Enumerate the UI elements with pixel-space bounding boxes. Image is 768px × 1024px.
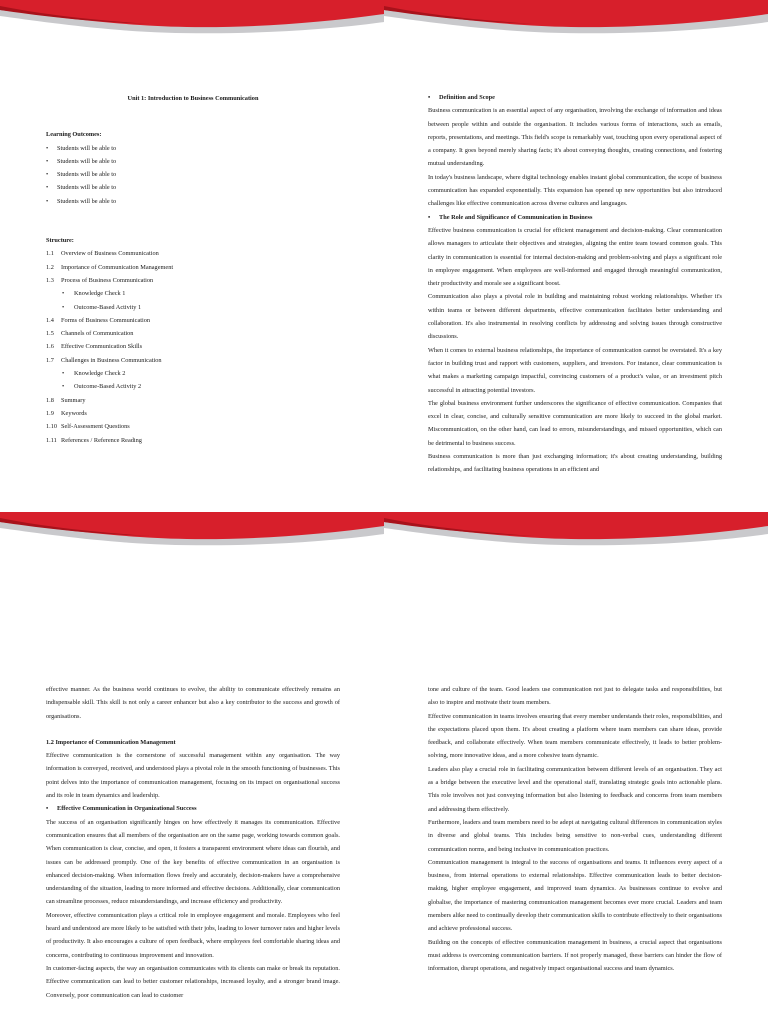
paragraph: Moreover, effective communication plays a critical role in employee engagement and morale. Employees who feel heard and understood are more likely to be satisfied with their jobs, leading to lower turnover rates and higher levels of productivity. It also encourages a culture of open feedback, where employees feel comfortable sharing ideas and concerns, contributing to continuous improvement and innovation. [46,911,340,959]
structure-item [46,340,340,353]
paragraph: The success of an organisation significantly hinges on how effectively it manages its communication. Effective communication ensures that all members of the organisation are on the same page, working towards common goals. When communication is clear, concise, and open, it fosters a transparent environment where ideas can flourish, and issues can be addressed promptly. One of the key benefits of effective communication in an organisation is enhanced decision-making. When information flows freely and accurately, decision-makers have a comprehensive understanding of the situation, leading to more informed and effective decisions. Additionally, clear communication can streamline processes, reduce misunderstandings, and increase efficiency and productivity. [46,818,340,906]
definition-heading: • Definition and Scope [428,91,722,104]
structure-number: 1.10 [46,423,58,431]
paragraph: When it comes to external business relationships, the importance of communication cannot be overstated. It's a key factor in building trust and rapport with customers, suppliers, and investors. For instance, clear communication is what makes a marketing campaign impactful, convincing customers of a product's value, or an investment pitch successful in attracting potential investors. [428,346,722,394]
structure-label: Keywords [61,409,87,417]
structure-number: 1.11 [46,436,57,444]
outcome-item: • Students will be able to [46,168,340,181]
red-ribbon-header [0,512,384,552]
structure-item [46,354,340,367]
structure-sub-item: • Knowledge Check 1 [46,287,340,300]
structure-sub-item: • Outcome-Based Activity 2 [46,380,340,393]
section-heading: 1.2 Importance of Communication Management [46,738,176,746]
page-1-content [46,92,340,532]
structure-number: 1.1 [46,250,54,258]
structure-number: 1.3 [46,276,54,284]
outcome-item: • Students will be able to [46,195,340,208]
paragraph: Effective communication is the cornerstone of successful management within any organisation. The way information is conveyed, received, and understood plays a pivotal role in the smooth functioning of businesses. This point delves into the importance of communication management, focusing on its impact on organisational success and its role in team dynamics and leadership. [46,752,340,800]
structure-item [46,314,340,327]
structure-label: References / Reference Reading [61,436,142,444]
paragraph: Business communication is more than just exchanging information; it's about creating understanding, building relationships, and facilitating business operations in an efficient and [428,453,722,474]
structure-sub-item: • Outcome-Based Activity 1 [46,301,340,314]
paragraph: Communication also plays a pivotal role in building and maintaining robust working relationships. Whether it's within teams or between different departments, effective communication facilitates better understanding and collaboration. It's also instrumental in resolving conflicts by addressing and solving issues through constructive discussions. [428,293,722,341]
paragraph: Furthermore, leaders and team members need to be adept at navigating cultural differences in communication styles in diverse and global teams. This includes being sensitive to non-verbal cues, understanding different communication norms, and being inclusive in communication practices. [428,818,722,853]
paragraph: Effective business communication is crucial for efficient management and decision-making. Clear communication allows managers to articulate their objectives and strategies, aligning the entire team toward common goals. This clarity in communication is essential for internal decision-making and problem-solving and plays a significant role in employee engagement. When employees are well-informed and engaged through meaningful communication, their productivity and morale see a significant boost. [428,226,722,288]
structure-number: 1.7 [46,356,54,364]
paragraph: Business communication is an essential aspect of any organisation, involving the exchange of information and ideas between people within and outside the organisation. It includes various forms of interactions, such as emails, reports, presentations, and meetings. This field's scope is remarkably vast, touching upon every operational aspect of a company. It goes beyond merely sharing facts; it's about conveying thoughts, creating connections, and fostering mutual understanding. [428,107,722,168]
structure-label: Overview of Business Communication [61,250,159,258]
effective-communication-heading: • Effective Communication in Organizational Success [46,802,340,815]
structure-label: Summary [61,396,86,404]
red-ribbon-header [384,0,768,40]
page-2 [384,0,768,512]
paragraph: Effective communication in teams involves ensuring that every member understands their roles, responsibilities, and the expectations placed upon them. It's about creating a platform where team members can share ideas, provide feedback, and collaborate effectively. When team members communicate effectively, it leads to better problem-solving, more innovative ideas, and a more cohesive team dynamic. [428,712,722,760]
structure-label: Forms of Business Communication [61,316,151,324]
page-4-content [428,683,722,976]
structure-heading: Structure: [46,237,74,245]
page-1 [0,0,384,512]
structure-item [46,420,340,433]
structure-item [46,407,340,420]
paragraph: Leaders also play a crucial role in facilitating communication between different levels of an organisation. They act as a bridge between the executive level and the operational staff, translating strategic goals into actionable plans. This role involves not just conveying information but also listening to feedback and concerns from team members and addressing them effectively. [428,765,722,813]
paragraph: Building on the concepts of effective communication management in business, a crucial aspect that organisations must address is overcoming communication barriers. If not properly managed, these barriers can hinder the flow of information, disrupt operations, and negatively impact organisational success and team dynamics. [428,938,722,973]
page-3-content [46,683,340,1002]
structure-label: Effective Communication Skills [61,343,143,351]
structure-item [46,261,340,274]
outcome-item: • Students will be able to [46,142,340,155]
structure-number: 1.8 [46,396,54,404]
structure-number: 1.6 [46,343,54,351]
structure-label: Channels of Communication [61,330,134,338]
red-ribbon-header [384,512,768,552]
structure-label: Challenges in Business Communication [61,356,162,364]
structure-item [46,434,340,447]
structure-item [46,247,340,260]
structure-number: 1.4 [46,316,54,324]
structure-number: 1.9 [46,409,54,417]
red-ribbon-header [0,0,384,40]
structure-item [46,327,340,340]
outcome-item: • Students will be able to [46,181,340,194]
paragraph: effective manner. As the business world continues to evolve, the ability to communicate effectively remains an indispensable skill. This skill is not only a career enhancer but also a key contributor to the success and growth of organisations. [46,686,340,720]
structure-number: 1.2 [46,263,54,271]
structure-sub-item: • Knowledge Check 2 [46,367,340,380]
structure-item [46,394,340,407]
paragraph: Communication management is integral to the success of organisations and teams. It influences every aspect of a business, from internal operations to external relationships. Effective communication leads to better decision-making, higher employee engagement, and improved team dynamics. As businesses continue to evolve and globalise, the importance of mastering communication management becomes ever more crucial. Leaders and team members alike need to continually develop their communication skills to contribute effectively to their organisations and achieve professional success. [428,858,722,933]
paragraph: tone and culture of the team. Good leaders use communication not just to delegate tasks and responsibilities, but also to inspire and motivate their team members. [428,686,722,707]
structure-label: Importance of Communication Management [61,263,174,271]
page-3 [0,512,384,1024]
learning-outcomes-heading: Learning Outcomes: [46,131,102,139]
paragraph: In today's business landscape, where digital technology enables instant global communication, the scope of business communication has expanded exponentially. This expansion has opened up new opportunities but also introduced challenges like effective communication across diverse cultures and languages. [428,173,722,208]
role-heading: • The Role and Significance of Communication in Business [428,211,722,224]
structure-label: Process of Business Communication [61,276,154,284]
paragraph: The global business environment further underscores the significance of effective communication. Companies that excel in clear, concise, and culturally sensitive communication are more likely to succeed in the global market. Miscommunication, on the other hand, can lead to errors, misunderstandings, and missed opportunities, which can be detrimental to business success. [428,399,722,447]
paragraph: In customer-facing aspects, the way an organisation communicates with its clients can make or break its reputation. Effective communication can lead to better customer relationships, increased loyalty, and a stronger brand image. Conversely, poor communication can lead to customer [46,964,340,999]
page-4 [384,512,768,1024]
structure-number: 1.5 [46,330,54,338]
outcome-item: • Students will be able to [46,155,340,168]
structure-item [46,274,340,287]
page-2-content [428,91,722,477]
structure-label: Self-Assessment Questions [61,423,130,431]
unit-title: Unit 1: Introduction to Business Communication [127,95,259,102]
